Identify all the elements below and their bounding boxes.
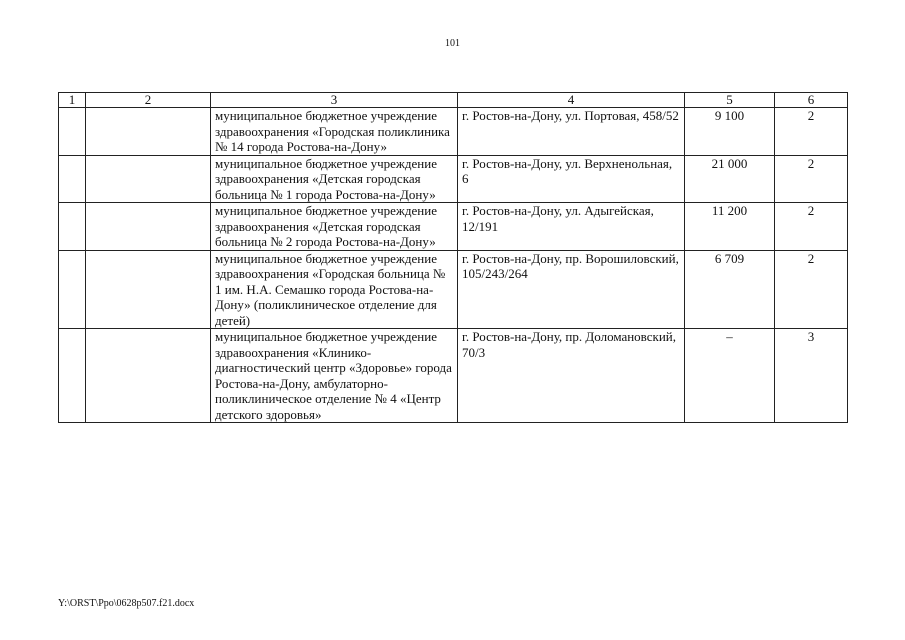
table-header-row xyxy=(59,93,848,108)
level-cell: 2 xyxy=(775,155,848,203)
count-cell: 6 709 xyxy=(685,250,775,329)
institution-name-cell: муниципальное бюджетное учреждение здравоохранения «Городская больница № 1 им. Н.А. Семашко города Ростова-на-Дону» (поликлиническое отделение для детей) xyxy=(211,250,458,329)
row-number-cell xyxy=(59,203,86,251)
district-cell xyxy=(86,108,211,156)
count-cell: 21 000 xyxy=(685,155,775,203)
count-cell: 11 200 xyxy=(685,203,775,251)
institutions-table xyxy=(58,92,848,423)
column-header-4: 4 xyxy=(458,93,685,108)
count-cell: 9 100 xyxy=(685,108,775,156)
address-cell: г. Ростов-на-Дону, ул. Портовая, 458/52 xyxy=(458,108,685,156)
level-cell: 3 xyxy=(775,329,848,423)
table-row xyxy=(59,155,848,203)
table-row xyxy=(59,250,848,329)
count-cell: – xyxy=(685,329,775,423)
level-cell: 2 xyxy=(775,203,848,251)
row-number-cell xyxy=(59,329,86,423)
level-cell: 2 xyxy=(775,250,848,329)
table-row xyxy=(59,203,848,251)
row-number-cell xyxy=(59,155,86,203)
address-cell: г. Ростов-на-Дону, ул. Адыгейская, 12/191 xyxy=(458,203,685,251)
document-file-path: Y:\ORST\Ppo\0628p507.f21.docx xyxy=(58,598,195,609)
column-header-6: 6 xyxy=(775,93,848,108)
table-row xyxy=(59,329,848,423)
district-cell xyxy=(86,250,211,329)
institution-name-cell: муниципальное бюджетное учреждение здравоохранения «Детская городская больница № 1 города Ростова-на-Дону» xyxy=(211,155,458,203)
table-row xyxy=(59,108,848,156)
row-number-cell xyxy=(59,108,86,156)
row-number-cell xyxy=(59,250,86,329)
district-cell xyxy=(86,329,211,423)
column-header-3: 3 xyxy=(211,93,458,108)
column-header-1: 1 xyxy=(59,93,86,108)
address-cell: г. Ростов-на-Дону, ул. Верхненольная, 6 xyxy=(458,155,685,203)
page-number: 101 xyxy=(445,38,460,49)
column-header-5: 5 xyxy=(685,93,775,108)
district-cell xyxy=(86,203,211,251)
institution-name-cell: муниципальное бюджетное учреждение здравоохранения «Детская городская больница № 2 города Ростова-на-Дону» xyxy=(211,203,458,251)
level-cell: 2 xyxy=(775,108,848,156)
column-header-2: 2 xyxy=(86,93,211,108)
address-cell: г. Ростов-на-Дону, пр. Доломановский, 70/3 xyxy=(458,329,685,423)
district-cell xyxy=(86,155,211,203)
institution-name-cell: муниципальное бюджетное учреждение здравоохранения «Клинико-диагностический центр «Здоровье» города Ростова-на-Дону, амбулаторно-поликлиническое отделение № 4 «Центр детского здоровья» xyxy=(211,329,458,423)
institution-name-cell: муниципальное бюджетное учреждение здравоохранения «Городская поликлиника № 14 города Ростова-на-Дону» xyxy=(211,108,458,156)
address-cell: г. Ростов-на-Дону, пр. Ворошиловский, 105/243/264 xyxy=(458,250,685,329)
